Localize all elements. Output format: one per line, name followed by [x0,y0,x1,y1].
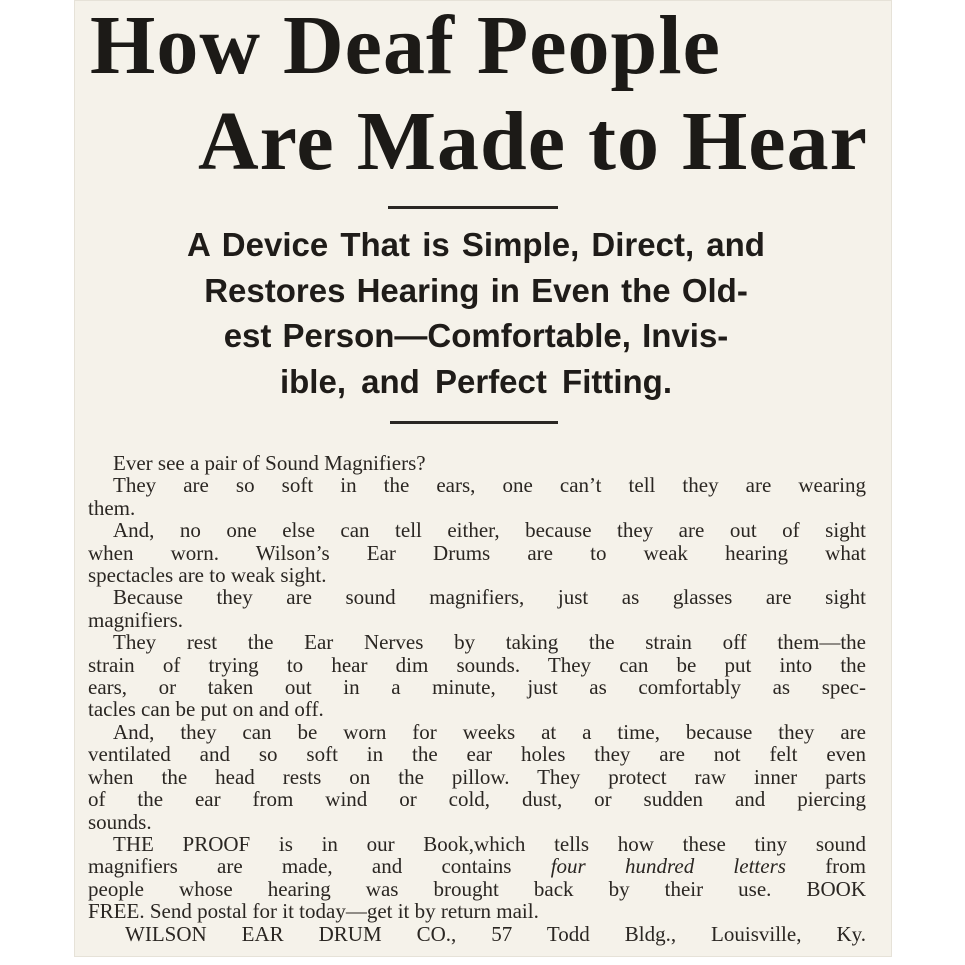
italic-emphasis: four hundred letters [550,854,786,879]
body-text-segment: from [825,854,867,879]
body-line: They are so soft in the ears, one can’t tell they are wearing [113,473,866,498]
body-text [88,452,866,945]
body-line: They rest the Ear Nerves by taking the strain off them—the [113,630,866,655]
headline-line-2: Are Made to Hear [198,95,868,188]
body-line [88,855,866,877]
body-line: of the ear from wind or cold, dust, or sudden and piercing [88,787,866,812]
body-line: tacles can be put on and off. [88,697,324,722]
subheadline-line: A Device That is Simple, Direct, and [187,226,765,263]
body-line: THE PROOF is in our Book,which tells how these tiny sound [113,831,866,856]
divider-rule-bottom [390,421,558,424]
subheadline [86,222,866,404]
subheadline-line: est Person—Comfortable, Invis- [223,317,729,354]
subheadline-line: Restores Hearing in Even the Old- [204,271,748,309]
body-line: And, they can be worn for weeks at a time, because they are [113,719,866,744]
divider-rule-top [388,206,558,209]
body-line: when worn. Wilson’s Ear Drums are to weak hearing what [88,540,866,565]
subheadline-line: ible, and Perfect Fitting. [279,362,673,400]
body-line: ears, or taken out in a minute, just as comfortably as spec- [88,675,866,700]
headline-line-1: How Deaf People [90,0,721,92]
body-text-segment: magnifiers are made, and contains [88,854,551,879]
body-line: Ever see a pair of Sound Magnifiers? [113,451,426,475]
body-line: strain of trying to hear dim sounds. They can be put into the [88,652,866,677]
body-line: people whose hearing was brought back by their use. BOOK [88,876,866,901]
body-line: magnifiers. [88,607,184,632]
body-line: sounds. [88,809,152,834]
body-line: And, no one else can tell either, because they are out of sight [113,518,866,543]
body-line: Because they are sound magnifiers, just as glasses are sight [113,585,866,610]
body-line: FREE. Send postal for it today—get it by return mail. [88,899,539,924]
body-line: ventilated and so soft in the ear holes they are not felt even [88,742,866,767]
company-address: WILSON EAR DRUM CO., 57 Todd Bldg., Louisville, Ky. [125,921,866,946]
body-line: spectacles are to weak sight. [88,563,327,588]
body-line: when the head rests on the pillow. They protect raw inner parts [88,764,866,789]
body-line: them. [88,495,136,520]
